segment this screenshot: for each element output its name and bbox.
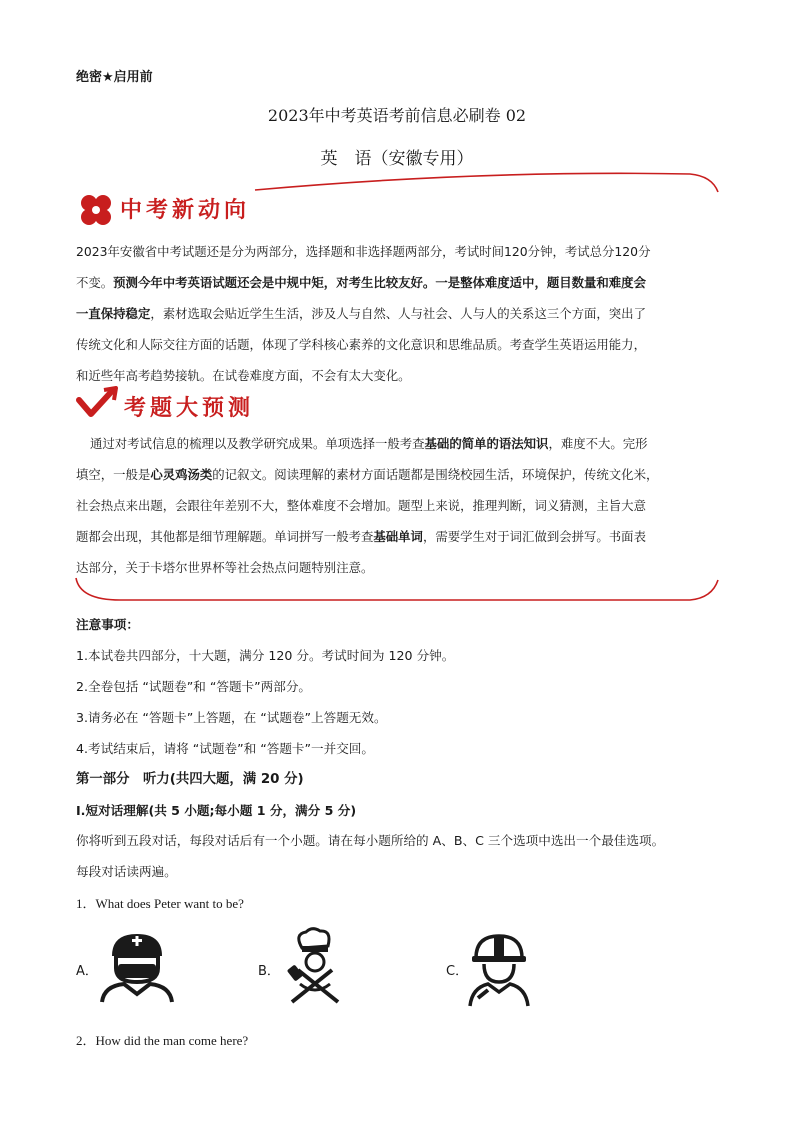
question-1: 1．What does Peter want to be? (76, 896, 244, 911)
part1-subheading: Ⅰ.短对话理解(共 5 小题;每小题 1 分，满分 5 分) (76, 803, 357, 818)
clover-icon (76, 190, 116, 230)
check-arrow-icon (76, 386, 120, 422)
section-title-prediction: 考题大预测 (124, 396, 255, 421)
option-c-label: C． (446, 964, 469, 979)
instruction: 每段对话读两遍。 (76, 864, 177, 879)
chef-icon (282, 926, 348, 1006)
note-item: 1.本试卷共四部分，十大题，满分 120 分。考试时间为 120 分钟。 (76, 648, 455, 663)
doctor-icon (98, 930, 176, 1004)
note-item: 2.全卷包括 “试题卷”和 “答题卡”两部分。 (76, 679, 312, 694)
worker-icon (466, 932, 532, 1008)
page-title: 2023年中考英语考前信息必刷卷 02 (267, 106, 527, 125)
section1-body: 2023年安徽省中考试题还是分为两部分，选择题和非选择题两部分，考试时间120分钟，考试总分120分 不变。预测今年中考英语试题还会是中规中矩，对考生比较友好。一是整体难度适中，题目数量和难度会 一直保持稳定，素材选取会贴近学生生活，涉及人与自然、人与社会、人与人的关系这三个方面，突出了 传统文化和人际交往方面的话题，体现了学科核心素养的文化意识和思维品质。考查学生英语运用能力， 和近些年高考趋势接轨。在试卷难度方面，不会有太大变化。 (76, 244, 651, 383)
notes-heading: 注意事项： (76, 617, 139, 632)
note-item: 3.请务必在 “答题卡”上答题，在 “试题卷”上答题无效。 (76, 710, 387, 725)
question-2: 2．How did the man come here? (76, 1033, 249, 1048)
section-title-trends: 中考新动向 (120, 198, 251, 223)
section2-body: 通过对考试信息的梳理以及教学研究成果。单项选择一般考查基础的简单的语法知识，难度不大。完形 填空，一般是心灵鸡汤类的记叙文。阅读理解的素材方面话题都是围绕校园生活，环境保护，传统文化米， 社会热点来出题，会跟往年差别不大，整体难度不会增加。题型上来说，推理判断，词义猜测，主旨大意 题都会出现，其他都是细节理解题。单词拼写一般考查基础单词，需要学生对于词汇做到会拼写。书面表 达部分，关于卡塔尔世界杯等社会热点问题特别注意。 (76, 436, 659, 575)
option-b-label: B． (258, 964, 280, 979)
part1-heading: 第一部分 听力(共四大题，满 20 分) (76, 772, 304, 787)
secret-mark: 绝密★启用前 (76, 70, 153, 85)
instruction: 你将听到五段对话，每段对话后有一个小题。请在每小题所给的 A、B、C 三个选项中选出一个最佳选项。 (76, 833, 665, 848)
option-a-label: A． (76, 964, 98, 979)
note-item: 4.考试结束后，请将 “试题卷”和 “答题卡”一并交回。 (76, 741, 374, 756)
page-subtitle: 英 语（安徽专用） (320, 149, 474, 169)
